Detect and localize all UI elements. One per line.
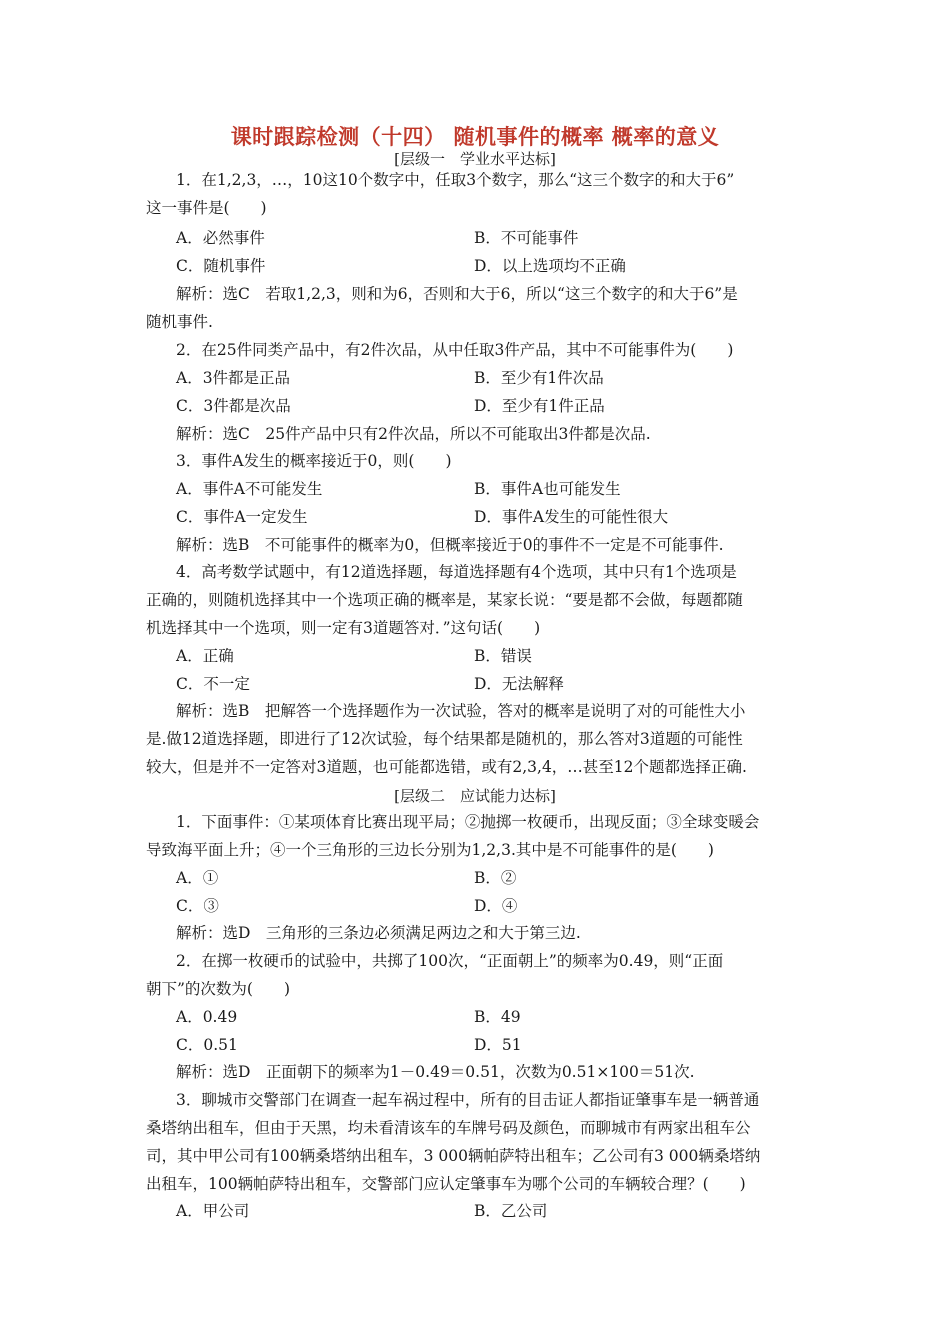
solution-text: 随机事件. <box>146 313 213 331</box>
option-b: B．至少有1件次品 <box>474 369 604 387</box>
question-text: 机选择其中一个选项，则一定有3道题答对．”这句话( ) <box>146 619 541 637</box>
option-c: C．事件A一定发生 <box>176 508 308 526</box>
option-b: B．不可能事件 <box>474 229 579 247</box>
question-text: 2．在25件同类产品中，有2件次品，从中任取3件产品，其中不可能事件为( ) <box>176 341 734 359</box>
option-a: A．甲公司 <box>176 1202 250 1220</box>
solution-text: 解析：选B 把解答一个选择题作为一次试验，答对的概率是说明了对的可能性大小 <box>176 702 746 720</box>
question-text: 这一事件是( ) <box>146 199 267 217</box>
question-text: 司，其中甲公司有100辆桑塔纳出租车，3 000辆帕萨特出租车；乙公司有3 000辆桑塔纳 <box>146 1147 761 1165</box>
option-c: C．随机事件 <box>176 257 266 275</box>
solution-text: 解析：选C 25件产品中只有2件次品，所以不可能取出3件都是次品. <box>176 425 651 443</box>
option-d: D．无法解释 <box>474 675 564 693</box>
section-heading-level-1: [层级一 学业水平达标] <box>394 150 556 168</box>
option-a: A．正确 <box>176 647 234 665</box>
option-d: D．以上选项均不正确 <box>474 257 626 275</box>
solution-text: 解析：选D 正面朝下的频率为1－0.49＝0.51，次数为0.51×100＝51次. <box>176 1063 695 1081</box>
option-d: D．事件A发生的可能性很大 <box>474 508 669 526</box>
section-heading-level-2: [层级二 应试能力达标] <box>394 787 556 805</box>
option-b: B．错误 <box>474 647 532 665</box>
option-c: C．③ <box>176 897 219 915</box>
option-b: B．② <box>474 869 517 887</box>
option-a: A．① <box>176 869 219 887</box>
page-title: 课时跟踪检测（十四） 随机事件的概率 概率的意义 <box>230 125 720 149</box>
option-a: A．事件A不可能发生 <box>176 480 323 498</box>
question-text: 导致海平面上升；④一个三角形的三边长分别为1,2,3.其中是不可能事件的是( ) <box>146 841 714 859</box>
option-a: A．0.49 <box>176 1008 238 1026</box>
option-c: C．0.51 <box>176 1036 238 1054</box>
option-c: C．3件都是次品 <box>176 397 291 415</box>
question-text: 4．高考数学试题中，有12道选择题，每道选择题有4个选项，其中只有1个选项是 <box>176 563 737 581</box>
solution-text: 解析：选C 若取1,2,3，则和为6，否则和大于6，所以“这三个数字的和大于6”是 <box>176 285 738 303</box>
option-b: B．事件A也可能发生 <box>474 480 621 498</box>
question-text: 2．在掷一枚硬币的试验中，共掷了100次，“正面朝上”的频率为0.49，则“正面 <box>176 952 724 970</box>
question-text: 桑塔纳出租车，但由于天黑，均未看清该车的车牌号码及颜色，而聊城市有两家出租车公 <box>146 1119 751 1137</box>
solution-text: 解析：选B 不可能事件的概率为0，但概率接近于0的事件不一定是不可能事件. <box>176 536 724 554</box>
question-text: 朝下”的次数为( ) <box>146 980 291 998</box>
solution-text: 较大，但是并不一定答对3道题，也可能都选错，或有2,3,4，…甚至12个题都选择正确. <box>146 758 747 776</box>
option-d: D．至少有1件正品 <box>474 397 605 415</box>
option-a: A．必然事件 <box>176 229 265 247</box>
option-d: D．④ <box>474 897 518 915</box>
option-d: D．51 <box>474 1036 522 1054</box>
question-text: 出租车，100辆帕萨特出租车，交警部门应认定肇事车为哪个公司的车辆较合理？( ) <box>146 1175 746 1193</box>
question-text: 3．聊城市交警部门在调查一起车祸过程中，所有的目击证人都指证肇事车是一辆普通 <box>176 1091 760 1109</box>
question-text: 1．在1,2,3，…，10这10个数字中，任取3个数字，那么“这三个数字的和大于6” <box>176 171 735 189</box>
question-text: 3．事件A发生的概率接近于0，则( ) <box>176 452 452 470</box>
option-b: B．49 <box>474 1008 521 1026</box>
option-b: B．乙公司 <box>474 1202 548 1220</box>
question-text: 1．下面事件：①某项体育比赛出现平局；②抛掷一枚硬币，出现反面；③全球变暖会 <box>176 813 760 831</box>
option-a: A．3件都是正品 <box>176 369 291 387</box>
solution-text: 解析：选D 三角形的三条边必须满足两边之和大于第三边. <box>176 924 581 942</box>
solution-text: 是.做12道选择题，即进行了12次试验，每个结果都是随机的，那么答对3道题的可能性 <box>146 730 743 748</box>
option-c: C．不一定 <box>176 675 250 693</box>
question-text: 正确的，则随机选择其中一个选项正确的概率是，某家长说：“要是都不会做，每题都随 <box>146 591 743 609</box>
